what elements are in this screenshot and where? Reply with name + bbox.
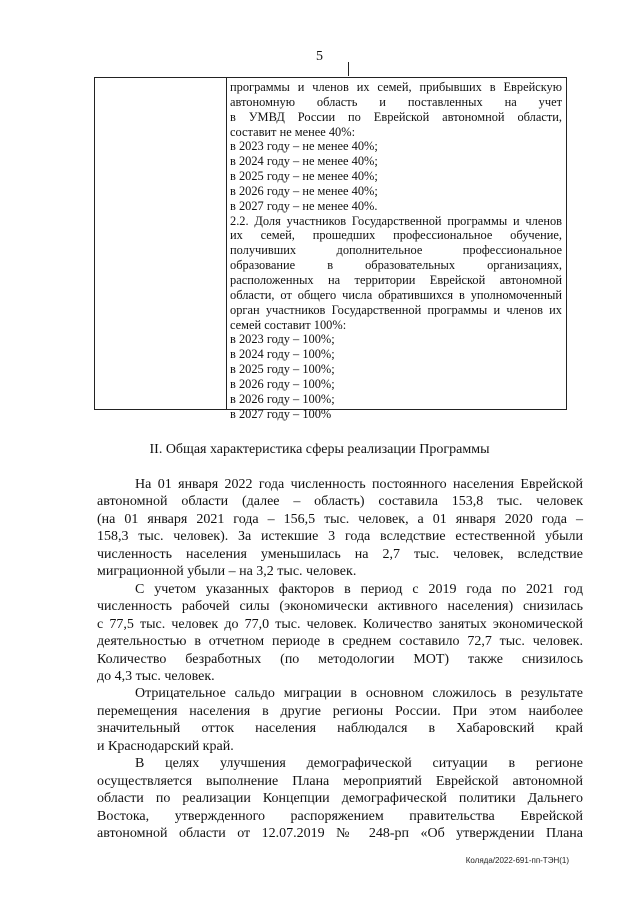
page-number: 5 bbox=[316, 49, 323, 64]
table-line: семей составит 100%: bbox=[230, 317, 347, 332]
table-line: орган участников Государственной программы и членов их bbox=[230, 302, 562, 317]
table-line: в 2024 году – не менее 40%; bbox=[230, 154, 378, 169]
table-line: в 2024 году – 100%; bbox=[230, 347, 335, 362]
table-line: автономную область и поставленных на учет bbox=[230, 94, 562, 109]
body-line: перемещения населения в другие регионы России. При этом наиболее bbox=[97, 703, 583, 719]
body-line: На 01 января 2022 года численность постоянного населения Еврейской bbox=[135, 477, 583, 492]
table-line: в 2023 году – не менее 40%; bbox=[230, 139, 378, 154]
body-line: с 77,5 тыс. человек до 77,0 тыс. человек. Количество занятых экономической bbox=[97, 616, 583, 632]
table-cell-indicators bbox=[230, 80, 562, 421]
body-line: С учетом указанных факторов в период с 2019 года по 2021 год bbox=[135, 581, 583, 597]
table-line: области, от общего числа обратившихся в уполномоченный bbox=[230, 287, 562, 302]
table-line: получивших дополнительное профессиональное bbox=[230, 243, 562, 258]
table-line: в 2026 году – не менее 40%; bbox=[230, 183, 378, 198]
table-line: в 2027 году – не менее 40%. bbox=[230, 198, 378, 213]
body-line: деятельностью в отчетном периоде в среднем составило 72,7 тыс. человек. bbox=[97, 634, 583, 650]
body-line: численность населения уменьшилась на 2,7 тыс. человек, вследствие bbox=[97, 546, 583, 562]
body-line: Количество безработных (по методологии МОТ) также снизилось bbox=[97, 651, 583, 667]
body-line: значительный отток населения наблюдался в Хабаровский край bbox=[97, 721, 583, 737]
body-text bbox=[97, 476, 583, 843]
body-line: 158,3 тыс. человек). За истекшие 3 года вследствие естественной убыли bbox=[97, 529, 583, 545]
table-line: в 2027 году – 100% bbox=[230, 406, 332, 421]
table-line: их семей, прошедших профессиональное обучение, bbox=[230, 228, 562, 243]
body-line: численность рабочей силы (экономически активного населения) снизилась bbox=[97, 599, 583, 615]
footer-document-code: Коляда/2022-691-пп-ТЭН(1) bbox=[465, 856, 569, 865]
table-line: в 2025 году – не менее 40%; bbox=[230, 169, 378, 184]
section-title: II. Общая характеристика сферы реализации Программы bbox=[149, 442, 490, 457]
body-line: В целях улучшения демографической ситуации в регионе bbox=[135, 756, 583, 772]
table-line: 2.2. Доля участников Государственной программы и членов bbox=[230, 213, 562, 228]
body-line: осуществляется выполнение Плана мероприятий Еврейской автономной bbox=[97, 773, 583, 789]
table-line: в УМВД России по Еврейской автономной области, bbox=[230, 109, 562, 124]
table-column-divider bbox=[226, 77, 227, 410]
body-line: Отрицательное сальдо миграции в основном сложилось в результате bbox=[135, 686, 583, 702]
body-line: миграционной убыли – на 3,2 тыс. человек. bbox=[97, 564, 357, 580]
table-line: расположенных на территории Еврейской автономной bbox=[230, 272, 562, 287]
body-line: (на 01 января 2021 года – 156,5 тыс. человек, а 01 января 2020 года – bbox=[97, 511, 583, 527]
body-line: автономной области от 12.07.2019 № 248-рп «Об утверждении Плана bbox=[97, 826, 583, 842]
body-line: области по реализации Концепции демографической политики Дальнего bbox=[97, 791, 583, 807]
table-line: в 2025 году – 100%; bbox=[230, 362, 335, 377]
body-line: до 4,3 тыс. человек. bbox=[97, 668, 215, 684]
body-line: Востока, утвержденного распоряжением правительства Еврейской bbox=[97, 808, 583, 824]
table-line: в 2026 году – 100%; bbox=[230, 391, 335, 406]
table-line: в 2026 году – 100%; bbox=[230, 376, 335, 391]
header-tick-mark bbox=[348, 62, 349, 76]
body-line: автономной области (далее – область) составила 153,8 тыс. человек bbox=[97, 494, 583, 510]
table-line: образование в образовательных организациях, bbox=[230, 258, 562, 273]
body-line: и Краснодарский край. bbox=[97, 738, 234, 754]
table-line: программы и членов их семей, прибывших в Еврейскую bbox=[230, 80, 562, 94]
table-line: в 2023 году – 100%; bbox=[230, 332, 335, 347]
table-line: составит не менее 40%: bbox=[230, 124, 356, 139]
